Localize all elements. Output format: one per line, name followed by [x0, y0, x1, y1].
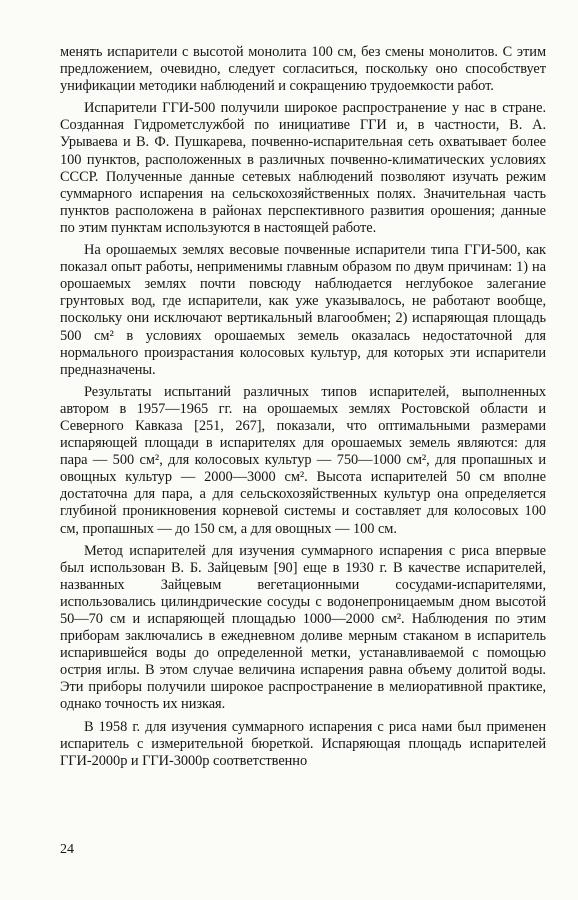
paragraph-4: Результаты испытаний различных типов испарителей, выполненных автором в 1957—1965 гг. на орошаемых землях Ростовской области и Северного Кавказа [251, 267], показали, что оптимальными размерами испаряющей площади в испарителях для орошаемых земель являются: для пара — 500 см², для колосовых культур — 750—1000 см², для пропашных и овощных культур — 2000—3000 см². Высота испарителей 50 см вполне достаточна для пара, а для сельскохозяйственных культур она определяется глубиной проникновения корневой системы и составляет для колосовых 100 см, пропашных — до 150 см, а для овощных — 100 см.: [60, 383, 546, 537]
paragraph-1: менять испарители с высотой монолита 100 см, без смены монолитов. С этим предложением, очевидно, следует согласиться, поскольку оно способствует унификации методики наблюдений и сокращению трудоемкости работ.: [60, 44, 546, 95]
body-text: [60, 44, 546, 775]
paragraph-5: Метод испарителей для изучения суммарного испарения с риса впервые был использован В. Б. Зайцевым [90] еще в 1930 г. В качестве испарителей, названных Зайцевым вегетационными сосудами-испарителями, использовались цилиндрические сосуды с водонепроницаемым дном высотой 50—70 см и испаряющей площадью 1000—2000 см². Наблюдения по этим приборам заключались в ежедневном доливе мерным стаканом в испаритель испарившейся воды до определенной метки, устанавливаемой с помощью острия иглы. В этом случае величина испарения равна объему долитой воды. Эти приборы получили широкое распространение в мелиоративной практике, однако точность их низкая.: [60, 542, 546, 713]
paragraph-3: На орошаемых землях весовые почвенные испарители типа ГГИ-500, как показал опыт работы, неприменимы главным образом по двум причинам: 1) на орошаемых землях почти повсюду наблюдается неглубокое залегание грунтовых вод, где испарители, как уже указывалось, не работают вообще, поскольку они исключают вертикальный влагообмен; 2) испаряющая площадь 500 см² в условиях орошаемых земель оказалась недостаточной для нормального произрастания колосовых культур, для которых эти испарители предназначены.: [60, 242, 546, 378]
paragraph-2: Испарители ГГИ-500 получили широкое распространение у нас в стране. Созданная Гидрометслужбой по инициативе ГГИ и, в частности, В. А. Урываева и В. Ф. Пушкарева, почвенно-испарительная сеть охватывает более 100 пунктов, расположенных в различных почвенно-климатических условиях СССР. Полученные данные сетевых наблюдений позволяют изучать режим суммарного испарения на сельскохозяйственных полях. Значительная часть пунктов расположена в районах перспективного развития орошения; данные по этим пунктам используются в настоящей работе.: [60, 100, 546, 236]
paragraph-6: В 1958 г. для изучения суммарного испарения с риса нами был применен испаритель с измерительной бюреткой. Испаряющая площадь испарителей ГГИ-2000р и ГГИ-3000р соответственно: [60, 718, 546, 769]
page-number: 24: [60, 842, 74, 857]
